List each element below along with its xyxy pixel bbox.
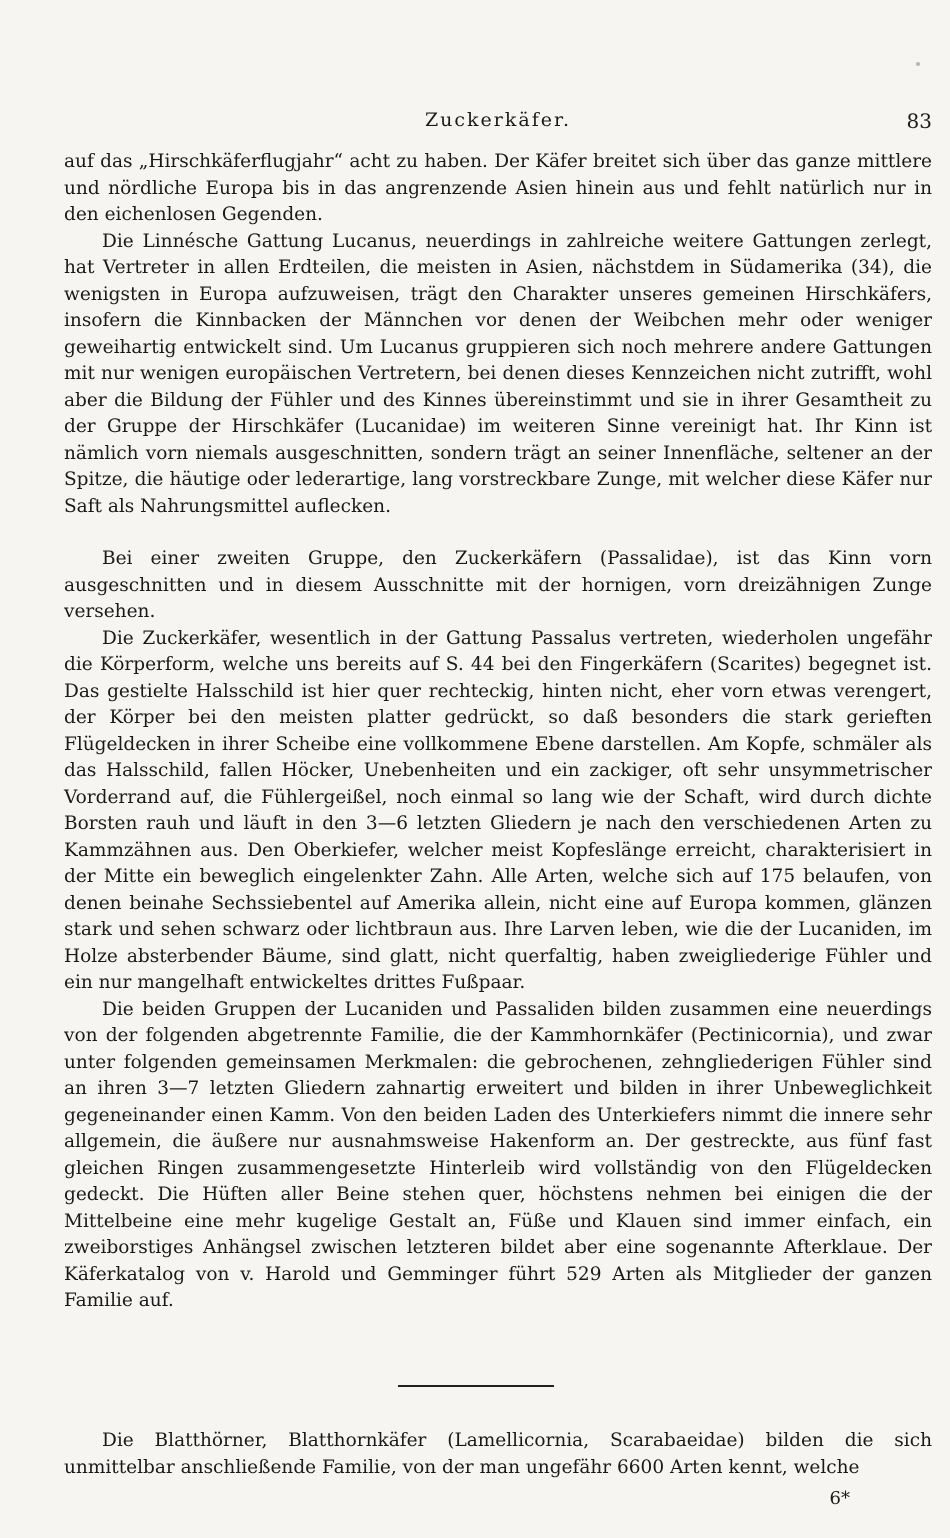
paragraph-3: Bei einer zweiten Gruppe, den Zuckerkäfern (Passalidae), ist das Kinn vorn ausgeschnitten und in diesem Ausschnitte mit der hornigen, vorn dreizähnigen Zunge versehen. (64, 548, 932, 622)
page-number: 83 (906, 109, 932, 133)
page-header (64, 109, 932, 137)
paragraph-1: auf das „Hirschkäferflugjahr“ acht zu haben. Der Käfer breitet sich über das ganze mittlere und nördliche Europa bis in das angrenzende Asien hinein aus und fehlt natürlich nur in den eichenlosen Gegenden. (64, 151, 932, 225)
paragraph-4: Die Zuckerkäfer, wesentlich in der Gattung Passalus vertreten, wiederholen ungefähr die Körperform, welche uns bereits auf S. 44 bei den Fingerkäfern (Scarites) begegnet ist. Das gestielte Halsschild ist hier quer rechteckig, hinten nicht, eher vorn etwas verengert, der Körper bei den meisten platter gedrückt, so daß besonders die stark gerieften Flügeldecken in ihrer Scheibe eine vollkommene Ebene darstellen. Am Kopfe, schmäler als das Halsschild, fallen Höcker, Unebenheiten und ein zackiger, oft sehr unsymmetrischer Vorderrand auf, die Fühlergeißel, noch einmal so lang wie der Schaft, wird durch dichte Borsten rauh und läuft in den 3—6 letzten Gliedern je nach den verschiedenen Arten zu Kammzähnen aus. Den Oberkiefer, welcher meist Kopfeslänge erreicht, charakterisiert in der Mitte ein beweglich eingelenkter Zahn. Alle Arten, welche sich auf 175 belaufen, von denen beinahe Sechssiebentel auf Amerika allein, nicht eine auf Europa kommen, glänzen stark und sehen schwarz oder lichtbraun aus. Ihre Larven leben, wie die der Lucaniden, im Holze absterbender Bäume, sind glatt, nicht querfaltig, haben zweigliederige Fühler und ein nur mangelhaft entwickeltes drittes Fußpaar. (64, 627, 932, 993)
paragraph-6: Die Blatthörner, Blatthornkäfer (Lamellicornia, Scarabaeidae) bilden die sich unmittelbar anschließende Familie, von der man ungefähr 6600 Arten kennt, welche (64, 1430, 932, 1478)
running-title: Zuckerkäfer. (424, 109, 572, 131)
paper-speck (916, 62, 920, 66)
next-section-text (64, 1428, 932, 1481)
printer-signature: 6* (829, 1488, 850, 1509)
section-divider (398, 1385, 554, 1387)
section-gap (64, 520, 932, 546)
paragraph-2: Die Linnésche Gattung Lucanus, neuerdings in zahlreiche weitere Gattungen zerlegt, hat Vertreter in allen Erdteilen, die meisten in Asien, nächstdem in Südamerika (34), die wenigsten in Europa aufzuweisen, trägt den Charakter unseres gemeinen Hirschkäfers, insofern die Kinnbacken der Männchen vor denen der Weibchen mehr oder weniger geweihartig entwickelt sind. Um Lucanus gruppieren sich noch mehrere andere Gattungen mit nur wenigen europäischen Vertretern, bei denen dieses Kennzeichen nicht zutrifft, wohl aber die Bildung der Fühler und des Kinnes übereinstimmt und sie in ihrer Gesamtheit zu der Gruppe der Hirschkäfer (Lucanidae) im weiteren Sinne vereinigt hat. Ihr Kinn ist nämlich vorn niemals ausgeschnitten, sondern trägt an seiner Innenfläche, seltener an der Spitze, die häutige oder lederartige, lang vorstreckbare Zunge, mit welcher diese Käfer nur Saft als Nahrungsmittel auflecken. (64, 230, 932, 517)
paragraph-5: Die beiden Gruppen der Lucaniden und Passaliden bilden zusammen eine neuerdings von der folgenden abgetrennte Familie, die der Kammhornkäfer (Pectinicornia), und zwar unter folgenden gemeinsamen Merkmalen: die gebrochenen, zehngliederigen Fühler sind an ihren 3—7 letzten Gliedern zahnartig erweitert und bilden in ihrer Unbeweglichkeit gegeneinander einen Kamm. Von den beiden Laden des Unterkiefers nimmt die innere sehr allgemein, die äußere nur ausnahmsweise Hakenform an. Der gestreckte, aus fünf fast gleichen Ringen zusammengesetzte Hinterleib wird vollständig von den Flügeldecken gedeckt. Die Hüften aller Beine stehen quer, höchstens nehmen bei einigen die der Mittelbeine eine mehr kugelige Gestalt an, Füße und Klauen sind immer einfach, ein zweiborstiges Anhängsel zwischen letzteren bildet aber eine sogenannte Afterklaue. Der Käferkatalog von v. Harold und Gemminger führt 529 Arten als Mitglieder der ganzen Familie auf. (64, 998, 932, 1311)
main-text (64, 149, 932, 1315)
